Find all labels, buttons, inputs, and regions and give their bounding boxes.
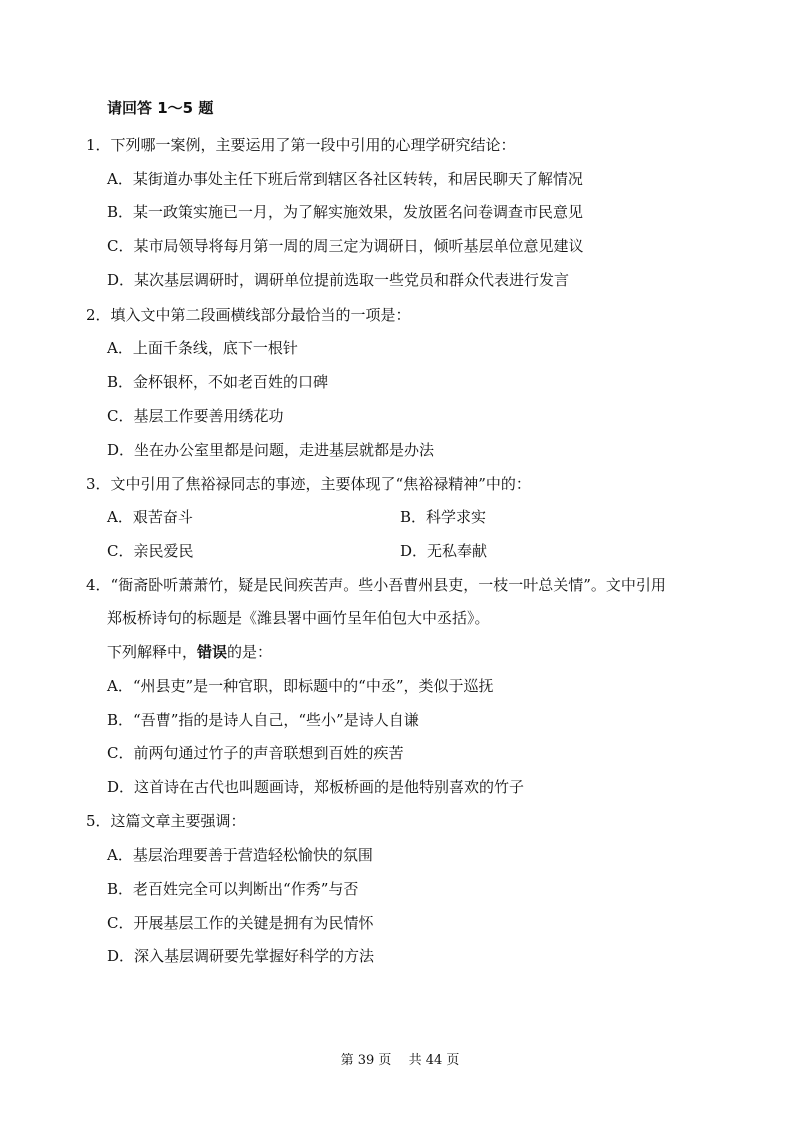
- question-2-option-c: C．基层工作要善用绣花功: [107, 407, 284, 425]
- question-4-prompt-emphasis: 错误: [197, 643, 228, 661]
- question-4-stem-continued: 郑板桥诗句的标题是《潍县署中画竹呈年伯包大中丞括》。: [107, 609, 490, 627]
- question-3-option-d: D．无私奉献: [400, 542, 488, 560]
- question-2-option-b: B．金杯银杯，不如老百姓的口碑: [107, 373, 329, 391]
- question-4-stem: 4．“衙斋卧听萧萧竹，疑是民间疾苦声。些小吾曹州县吏，一枝一叶总关情”。文中引用: [86, 576, 666, 594]
- question-5-option-c: C．开展基层工作的关键是拥有为民情怀: [107, 914, 374, 932]
- question-4-option-c: C．前两句通过竹子的声音联想到百姓的疾苦: [107, 744, 404, 762]
- question-1-stem: 1．下列哪一案例，主要运用了第一段中引用的心理学研究结论：: [86, 136, 516, 154]
- question-5-option-a: A．基层治理要善于营造轻松愉快的氛围: [107, 846, 373, 864]
- page-footer: 第 39 页 共 44 页: [340, 1053, 460, 1068]
- question-5-option-b: B．老百姓完全可以判断出“作秀”与否: [107, 880, 359, 898]
- question-4-prompt-post: 的是：: [227, 643, 273, 661]
- question-3-option-b: B．科学求实: [400, 508, 487, 526]
- question-4-prompt: [107, 642, 272, 662]
- question-2-option-a: A．上面千条线，底下一根针: [107, 339, 298, 357]
- section-title: 请回答 1～5 题: [107, 99, 214, 117]
- question-1-option-b: B．某一政策实施已一月，为了解实施效果，发放匿名问卷调查市民意见: [107, 203, 584, 221]
- question-2-option-d: D．坐在办公室里都是问题，走进基层就都是办法: [107, 441, 435, 459]
- question-5-stem: 5．这篇文章主要强调：: [86, 812, 246, 830]
- question-1-option-a: A．某街道办事处主任下班后常到辖区各社区转转，和居民聊天了解情况: [107, 170, 583, 188]
- question-3-stem: 3．文中引用了焦裕禄同志的事迹，主要体现了“焦裕禄精神”中的：: [86, 475, 531, 493]
- question-1-option-c: C．某市局领导将每月第一周的周三定为调研日，倾听基层单位意见建议: [107, 237, 584, 255]
- question-3-option-a: A．艰苦奋斗: [107, 508, 193, 526]
- question-2-stem: 2．填入文中第二段画横线部分最恰当的一项是：: [86, 306, 411, 324]
- question-3-option-c: C．亲民爱民: [107, 542, 194, 560]
- question-4-prompt-pre: 下列解释中，: [107, 643, 198, 661]
- question-4-option-d: D．这首诗在古代也叫题画诗，郑板桥画的是他特别喜欢的竹子: [107, 778, 525, 796]
- question-1-option-d: D．某次基层调研时，调研单位提前选取一些党员和群众代表进行发言: [107, 271, 570, 289]
- question-4-option-b: B．“吾曹”指的是诗人自己，“些小”是诗人自谦: [107, 711, 419, 729]
- question-5-option-d: D．深入基层调研要先掌握好科学的方法: [107, 947, 375, 965]
- question-4-option-a: A．“州县吏”是一种官职，即标题中的“中丞”，类似于巡抚: [107, 677, 494, 695]
